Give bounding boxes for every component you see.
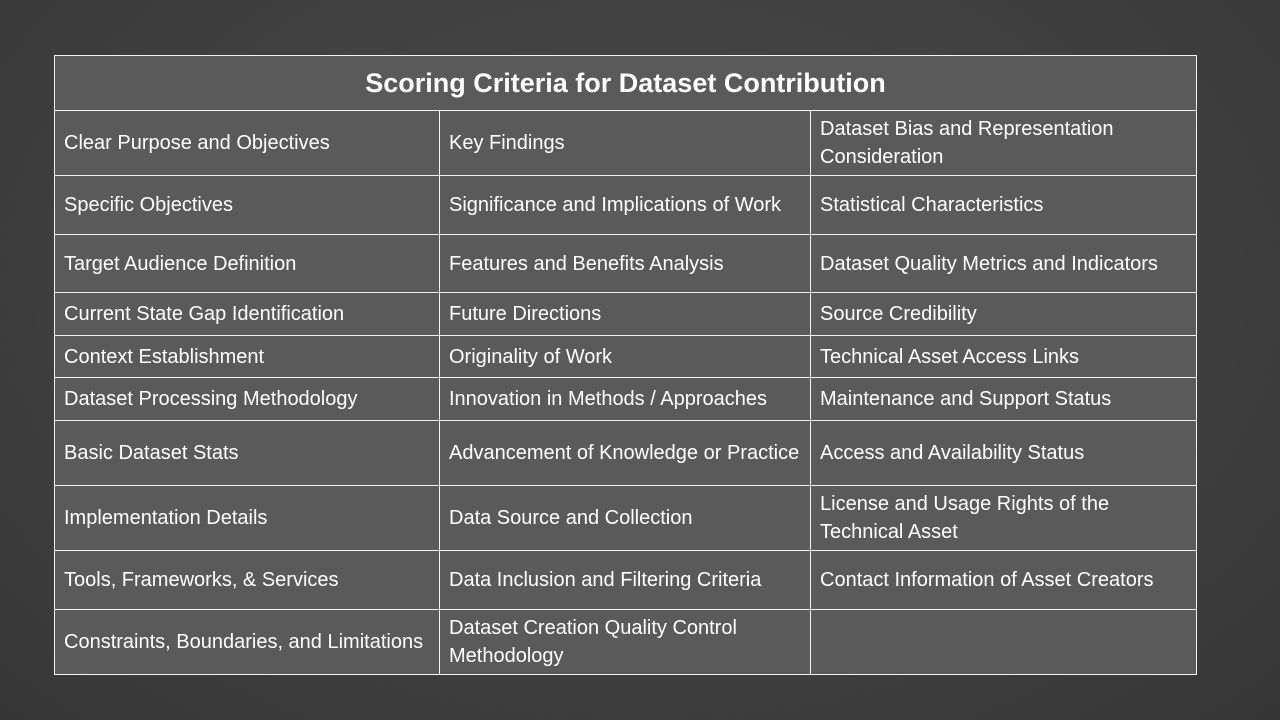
table-cell: Current State Gap Identification bbox=[55, 293, 440, 336]
table-row bbox=[55, 486, 1197, 551]
table-cell bbox=[811, 610, 1197, 675]
table-cell: Context Establishment bbox=[55, 336, 440, 378]
table-row bbox=[55, 176, 1197, 235]
table-cell: Clear Purpose and Objectives bbox=[55, 111, 440, 176]
table-cell: Data Source and Collection bbox=[440, 486, 811, 551]
table-cell: Key Findings bbox=[440, 111, 811, 176]
table-row bbox=[55, 111, 1197, 176]
table-cell: Innovation in Methods / Approaches bbox=[440, 378, 811, 421]
table-cell: Constraints, Boundaries, and Limitations bbox=[55, 610, 440, 675]
table-cell: Technical Asset Access Links bbox=[811, 336, 1197, 378]
table-cell: Tools, Frameworks, & Services bbox=[55, 551, 440, 610]
table-cell: Dataset Processing Methodology bbox=[55, 378, 440, 421]
table-cell: Source Credibility bbox=[811, 293, 1197, 336]
table-header-row bbox=[55, 56, 1197, 111]
table-cell: Contact Information of Asset Creators bbox=[811, 551, 1197, 610]
table-cell: Significance and Implications of Work bbox=[440, 176, 811, 235]
table-cell: Advancement of Knowledge or Practice bbox=[440, 421, 811, 486]
criteria-table bbox=[54, 55, 1197, 675]
table-cell: Specific Objectives bbox=[55, 176, 440, 235]
table-row bbox=[55, 378, 1197, 421]
table-row bbox=[55, 293, 1197, 336]
table-cell: Dataset Creation Quality Control Methodology bbox=[440, 610, 811, 675]
table-cell: Statistical Characteristics bbox=[811, 176, 1197, 235]
table-row bbox=[55, 235, 1197, 293]
table-cell: Dataset Bias and Representation Consideration bbox=[811, 111, 1197, 176]
table-row bbox=[55, 421, 1197, 486]
table-cell: Target Audience Definition bbox=[55, 235, 440, 293]
table-row bbox=[55, 336, 1197, 378]
table-cell: Data Inclusion and Filtering Criteria bbox=[440, 551, 811, 610]
table-cell: Implementation Details bbox=[55, 486, 440, 551]
table-title: Scoring Criteria for Dataset Contribution bbox=[55, 56, 1197, 111]
table-cell: Access and Availability Status bbox=[811, 421, 1197, 486]
table-cell: Future Directions bbox=[440, 293, 811, 336]
table-cell: Features and Benefits Analysis bbox=[440, 235, 811, 293]
table-cell: Originality of Work bbox=[440, 336, 811, 378]
table-row bbox=[55, 610, 1197, 675]
table-row bbox=[55, 551, 1197, 610]
table-cell: Maintenance and Support Status bbox=[811, 378, 1197, 421]
table-cell: License and Usage Rights of the Technical Asset bbox=[811, 486, 1197, 551]
table-cell: Basic Dataset Stats bbox=[55, 421, 440, 486]
table-cell: Dataset Quality Metrics and Indicators bbox=[811, 235, 1197, 293]
